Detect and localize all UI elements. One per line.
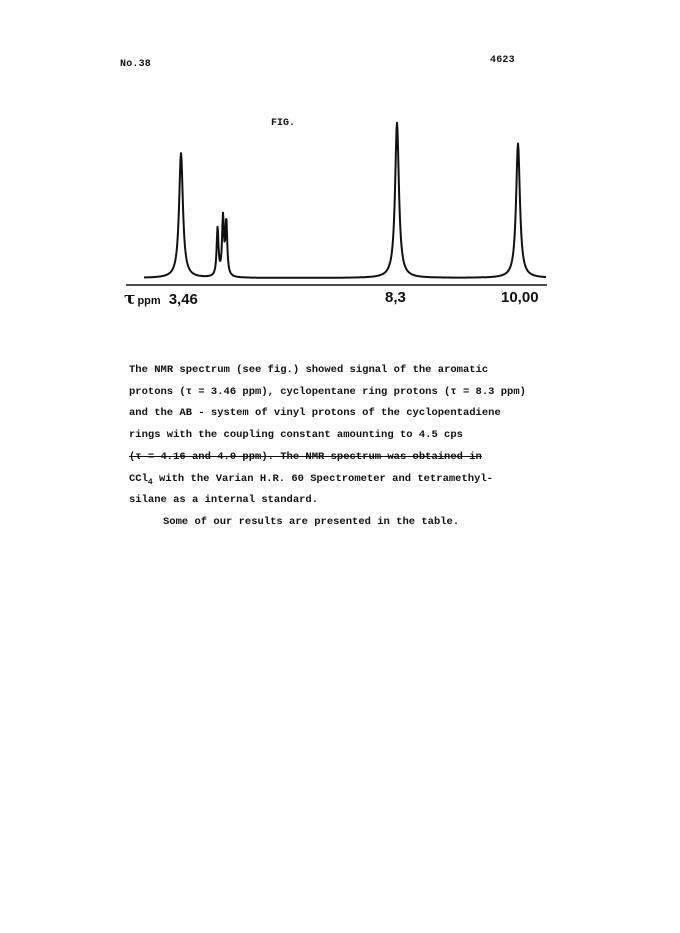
figure-label: FIG. <box>271 118 296 129</box>
nmr-spectrum-chart <box>120 110 560 290</box>
journal-number: No.38 <box>120 59 152 70</box>
page-number: 4623 <box>490 55 515 66</box>
tick-label-3-46: 3,46 <box>168 291 198 308</box>
tau-symbol: τ <box>124 289 136 309</box>
axis-unit-and-first-tick <box>124 289 198 309</box>
text-line-1: The NMR spectrum (see fig.) showed signal of the aromatic <box>129 364 489 376</box>
tick-label-10-00: 10,00 <box>501 289 539 306</box>
body-paragraph <box>129 360 559 534</box>
text-line-8: Some of our results are presented in the table. <box>163 515 460 528</box>
text-line-2: protons (τ = 3.46 ppm), cyclopentane ring protons (τ = 8.3 ppm) <box>129 385 526 398</box>
spectrum-trace <box>144 123 546 278</box>
text-line-3: and the AB - system of vinyl protons of the cyclopentadiene <box>129 407 501 420</box>
text-line-4: rings with the coupling constant amounting to 4.5 cps <box>129 429 463 442</box>
text-line-7: silane as a internal standard. <box>129 494 319 507</box>
axis-unit: ppm <box>137 295 161 307</box>
text-line-6: CCl$_4$ with the Varian H.R. 60 Spectrometer and tetramethyl- <box>129 472 493 487</box>
text-line-5: (τ = 4.16 and 4.0 ppm). The NMR spectrum was obtained in <box>129 450 482 463</box>
tick-label-8-3: 8,3 <box>385 289 406 306</box>
